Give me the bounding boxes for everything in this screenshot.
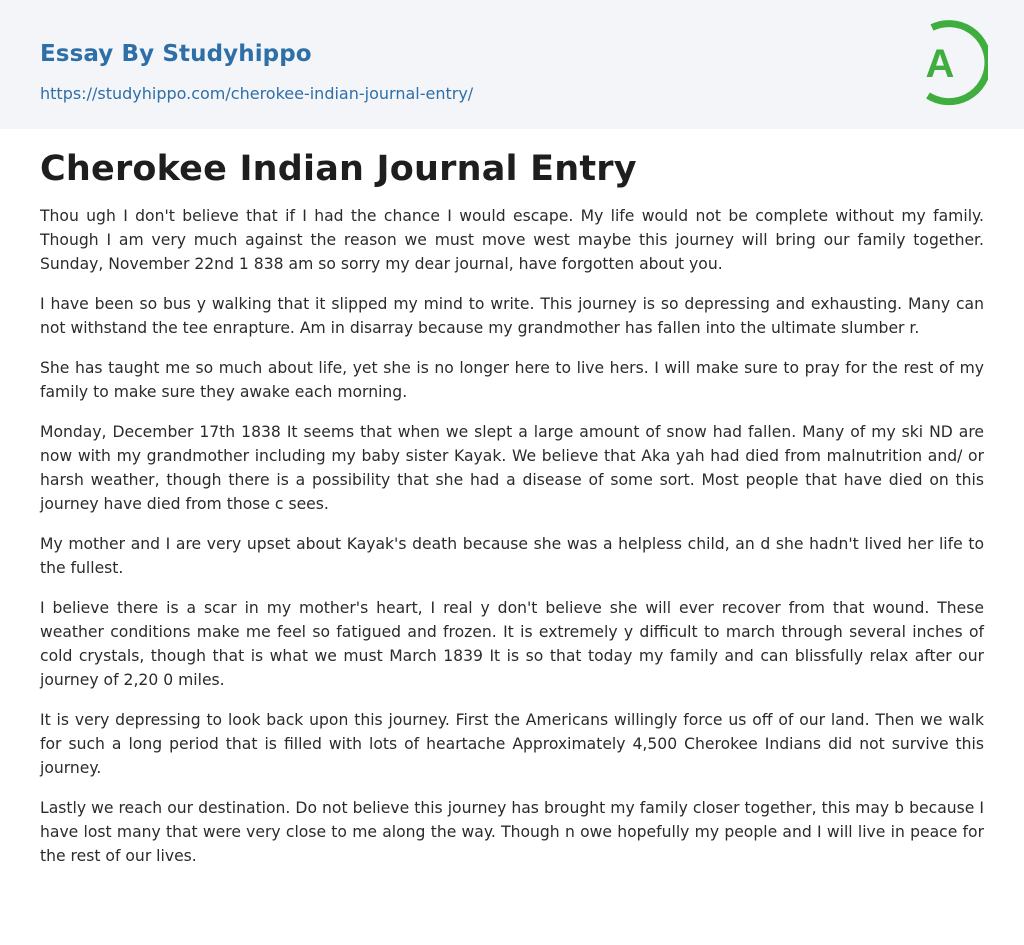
logo-letter: A bbox=[925, 42, 955, 86]
essay-paragraph: Thou ugh I don't believe that if I had the chance I would escape. My life would not be complete without my family. Though I am very much against the reason we must move west maybe this journey will bring our family together. Sunday, November 22nd 1 838 am so sorry my dear journal, have forgotten about you. bbox=[40, 207, 984, 273]
logo-a-icon[interactable] bbox=[910, 18, 988, 106]
essay-paragraph: Lastly we reach our destination. Do not believe this journey has brought my family closer together, this may b because I have lost many that were very close to me along the way. Though n owe hopefully my people and I will live in peace for the rest of our lives. bbox=[40, 799, 984, 865]
essay-paragraph: She has taught me so much about life, yet she is no longer here to live hers. I will make sure to pray for the rest of my family to make sure they awake each morning. bbox=[40, 359, 984, 401]
brand-title: Essay By Studyhippo bbox=[40, 41, 312, 67]
essay-content bbox=[0, 129, 1024, 868]
essay-url-link[interactable]: https://studyhippo.com/cherokee-indian-journal-entry/ bbox=[40, 84, 474, 103]
essay-paragraph: Monday, December 17th 1838 It seems that when we slept a large amount of snow had fallen. Many of my ski ND are now with my grandmother including my baby sister Kayak. We believe that Aka yah had died from malnutrition and/ or harsh weather, though there is a possibility that she had a disease of some sort. Most people that have died on this journey have died from those c sees. bbox=[40, 423, 984, 513]
essay-paragraph: I have been so bus y walking that it slipped my mind to write. This journey is so depressing and exhausting. Many can not withstand the tee enrapture. Am in disarray because my grandmother has fallen into the ultimate slumber r. bbox=[40, 295, 984, 337]
site-header bbox=[0, 0, 1024, 129]
essay-paragraph: My mother and I are very upset about Kayak's death because she was a helpless child, an d she hadn't lived her life to the fullest. bbox=[40, 535, 984, 577]
page-title: Cherokee Indian Journal Entry bbox=[40, 149, 637, 189]
essay-paragraph: I believe there is a scar in my mother's heart, I real y don't believe she will ever recover from that wound. These weather conditions make me feel so fatigued and frozen. It is extremely y difficult to march through several inches of cold crystals, though that is what we must March 1839 It is so that today my family and can blissfully relax after our journey of 2,20 0 miles. bbox=[40, 599, 984, 689]
essay-paragraph: It is very depressing to look back upon this journey. First the Americans willingly force us off of our land. Then we walk for such a long period that is filled with lots of heartache Approximately 4,500 Cherokee Indians did not survive this journey. bbox=[40, 711, 984, 777]
